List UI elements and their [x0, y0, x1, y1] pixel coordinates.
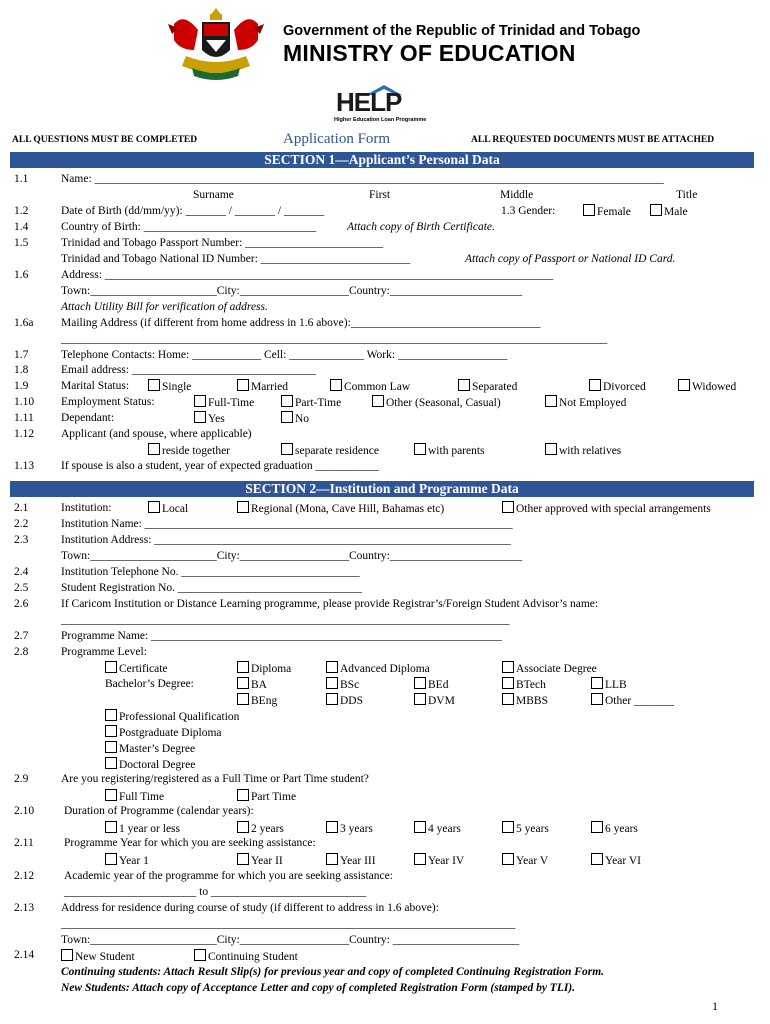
ministry-title: MINISTRY OF EDUCATION — [283, 40, 576, 66]
marital-divorced-checkbox[interactable]: Divorced — [589, 379, 646, 393]
level-advanced-diploma-checkbox[interactable]: Advanced Diploma — [326, 661, 430, 675]
reside-together-checkbox[interactable]: reside together — [148, 443, 230, 457]
residence-address-field[interactable]: _______________________________________________________________________________ — [61, 918, 516, 930]
help-logo-text: HELP — [336, 87, 402, 117]
name-first-label: First — [369, 189, 391, 201]
institution-label: Institution: — [61, 502, 112, 514]
employment-full-time-checkbox[interactable]: Full-Time — [194, 395, 254, 409]
year-6-checkbox[interactable]: Year VI — [591, 853, 641, 867]
name-surname-label: Surname — [193, 189, 234, 201]
questions-notice: ALL QUESTIONS MUST BE COMPLETED — [12, 135, 198, 145]
bachelor-other-checkbox[interactable]: Other _______ — [591, 693, 674, 707]
duration-4-years-checkbox[interactable]: 4 years — [414, 821, 461, 835]
help-logo-subtitle: Higher Education Loan Programme — [334, 117, 427, 123]
institution-regional-checkbox[interactable]: Regional (Mona, Cave Hill, Bahamas etc) — [237, 501, 444, 515]
bachelor-beng-checkbox[interactable]: BEng — [237, 693, 277, 707]
utility-bill-note: Attach Utility Bill for verification of address. — [61, 301, 268, 313]
national-id-field[interactable]: Trinidad and Tobago National ID Number: __________________________ — [61, 253, 411, 265]
country-of-birth-field[interactable]: Country of Birth: ______________________________ — [61, 221, 317, 233]
new-students-note: New Students: Attach copy of Acceptance Letter and copy of completed Registration Form (stamped by TLI). — [61, 982, 576, 994]
marital-single-checkbox[interactable]: Single — [148, 379, 191, 393]
mailing-address-field[interactable]: Mailing Address (if different from home address in 1.6 above):_________________________________ — [61, 317, 541, 329]
continuing-student-checkbox[interactable]: Continuing Student — [194, 949, 298, 963]
duration-1-year-checkbox[interactable]: 1 year or less — [105, 821, 180, 835]
name-middle-label: Middle — [500, 189, 534, 201]
bachelor-bed-checkbox[interactable]: BEd — [414, 677, 448, 691]
bachelor-llb-checkbox[interactable]: LLB — [591, 677, 627, 691]
bachelors-degree-label: Bachelor’s Degree: — [105, 678, 194, 690]
employment-other-checkbox[interactable]: Other (Seasonal, Casual) — [372, 395, 501, 409]
year-5-checkbox[interactable]: Year V — [502, 853, 548, 867]
year-2-checkbox[interactable]: Year II — [237, 853, 283, 867]
programme-year-question: Programme Year for which you are seeking assistance: — [64, 837, 316, 849]
passport-field[interactable]: Trinidad and Tobago Passport Number: ________________________ — [61, 237, 384, 249]
marital-widowed-checkbox[interactable]: Widowed — [678, 379, 736, 393]
employment-not-employed-checkbox[interactable]: Not Employed — [545, 395, 626, 409]
bachelor-mbbs-checkbox[interactable]: MBBS — [502, 693, 548, 707]
bachelor-dds-checkbox[interactable]: DDS — [326, 693, 363, 707]
gender-male-checkbox[interactable]: Male — [650, 204, 688, 218]
level-postgraduate-diploma-checkbox[interactable]: Postgraduate Diploma — [105, 725, 222, 739]
academic-year-question: Academic year of the programme for which you are seeking assistance: — [64, 870, 393, 882]
registrar-name-field[interactable]: ______________________________________________________________________________ — [61, 614, 510, 626]
page-number: 1 — [712, 999, 718, 1013]
level-certificate-checkbox[interactable]: Certificate — [105, 661, 168, 675]
telephone-contacts-field[interactable]: Telephone Contacts: Home: ____________ Cell: _____________ Work: ___________________ — [61, 349, 508, 361]
bachelor-ba-checkbox[interactable]: BA — [237, 677, 267, 691]
caricom-question: If Caricom Institution or Distance Learning programme, please provide Registrar’s/Foreign Student Advisor’s name: — [61, 598, 599, 610]
part-time-checkbox[interactable]: Part Time — [237, 789, 296, 803]
dob-field[interactable]: Date of Birth (dd/mm/yy): _______ / _______ / _______ — [61, 205, 325, 217]
year-1-checkbox[interactable]: Year 1 — [105, 853, 149, 867]
town-city-country-field[interactable]: Town:______________________City:___________________Country:_______________________ — [61, 285, 523, 297]
institution-town-city-country-field[interactable]: Town:______________________City:___________________Country:_______________________ — [61, 550, 523, 562]
level-professional-qualification-checkbox[interactable]: Professional Qualification — [105, 709, 239, 723]
address-field[interactable]: Address: ______________________________________________________________________________ — [61, 269, 554, 281]
bachelor-dvm-checkbox[interactable]: DVM — [414, 693, 455, 707]
level-associate-degree-checkbox[interactable]: Associate Degree — [502, 661, 597, 675]
with-parents-checkbox[interactable]: with parents — [414, 443, 485, 457]
passport-id-note: Attach copy of Passport or National ID Card. — [465, 253, 676, 265]
academic-year-field[interactable]: _______________________ to ___________________________ — [64, 886, 367, 898]
employment-part-time-checkbox[interactable]: Part-Time — [281, 395, 341, 409]
institution-local-checkbox[interactable]: Local — [148, 501, 188, 515]
level-doctoral-degree-checkbox[interactable]: Doctoral Degree — [105, 757, 195, 771]
dependant-yes-checkbox[interactable]: Yes — [194, 411, 225, 425]
section-1-header: SECTION 1—Applicant’s Personal Data — [10, 152, 754, 168]
section-2-header: SECTION 2—Institution and Programme Data — [10, 481, 754, 497]
help-logo — [334, 83, 434, 125]
marital-separated-checkbox[interactable]: Separated — [458, 379, 517, 393]
gender-label: 1.3 Gender: — [501, 205, 556, 217]
full-time-checkbox[interactable]: Full Time — [105, 789, 164, 803]
dependant-no-checkbox[interactable]: No — [281, 411, 309, 425]
marital-married-checkbox[interactable]: Married — [237, 379, 288, 393]
bachelor-bsc-checkbox[interactable]: BSc — [326, 677, 359, 691]
name-title-label: Title — [676, 189, 698, 201]
level-masters-degree-checkbox[interactable]: Master’s Degree — [105, 741, 195, 755]
mailing-address-line-2[interactable]: _______________________________________________________________________________________________ — [61, 333, 608, 345]
duration-5-years-checkbox[interactable]: 5 years — [502, 821, 549, 835]
dependant-label: Dependant: — [61, 412, 115, 424]
institution-name-field[interactable]: Institution Name: ________________________________________________________________ — [61, 518, 513, 530]
bachelor-btech-checkbox[interactable]: BTech — [502, 677, 546, 691]
application-form-title: Application Form — [283, 131, 391, 147]
coat-of-arms — [166, 4, 266, 86]
new-student-checkbox[interactable]: New Student — [61, 949, 135, 963]
institution-telephone-field[interactable]: Institution Telephone No. _______________________________ — [61, 566, 360, 578]
documents-notice: ALL REQUESTED DOCUMENTS MUST BE ATTACHED — [471, 135, 715, 145]
student-registration-field[interactable]: Student Registration No. ________________________________ — [61, 582, 362, 594]
continuing-students-note: Continuing students: Attach Result Slip(s) for previous year and copy of completed Continuing Registration Form. — [61, 966, 605, 978]
separate-residence-checkbox[interactable]: separate residence — [281, 443, 379, 457]
duration-3-years-checkbox[interactable]: 3 years — [326, 821, 373, 835]
full-part-time-question: Are you registering/registered as a Full Time or Part Time student? — [61, 773, 369, 785]
duration-question: Duration of Programme (calendar years): — [64, 805, 254, 817]
marital-status-label: Marital Status: — [61, 380, 130, 392]
residence-town-city-country-field[interactable]: Town:______________________City:___________________Country: ______________________ — [61, 934, 520, 946]
institution-address-field[interactable]: Institution Address: ______________________________________________________________ — [61, 534, 511, 546]
duration-2-years-checkbox[interactable]: 2 years — [237, 821, 284, 835]
spouse-graduation-field[interactable]: If spouse is also a student, year of expected graduation ___________ — [61, 460, 379, 472]
government-title: Government of the Republic of Trinidad and Tobago — [283, 23, 641, 39]
residence-address-question: Address for residence during course of study (if different to address in 1.6 above): — [61, 902, 439, 914]
marital-common-law-checkbox[interactable]: Common Law — [330, 379, 410, 393]
with-relatives-checkbox[interactable]: with relatives — [545, 443, 621, 457]
name-field[interactable]: Name: ___________________________________________________________________________________________________ — [61, 173, 664, 185]
level-diploma-checkbox[interactable]: Diploma — [237, 661, 291, 675]
duration-6-years-checkbox[interactable]: 6 years — [591, 821, 638, 835]
applicant-spouse-label: Applicant (and spouse, where applicable) — [61, 428, 252, 440]
birth-certificate-note: Attach copy of Birth Certificate. — [347, 221, 495, 233]
gender-female-checkbox[interactable]: Female — [583, 204, 631, 218]
institution-other-checkbox[interactable]: Other approved with special arrangements — [502, 501, 711, 515]
programme-name-field[interactable]: Programme Name: _____________________________________________________________ — [61, 630, 502, 642]
email-field[interactable]: Email address: ________________________________ — [61, 364, 316, 376]
programme-level-label: Programme Level: — [61, 646, 147, 658]
year-4-checkbox[interactable]: Year IV — [414, 853, 464, 867]
year-3-checkbox[interactable]: Year III — [326, 853, 376, 867]
employment-status-label: Employment Status: — [61, 396, 155, 408]
